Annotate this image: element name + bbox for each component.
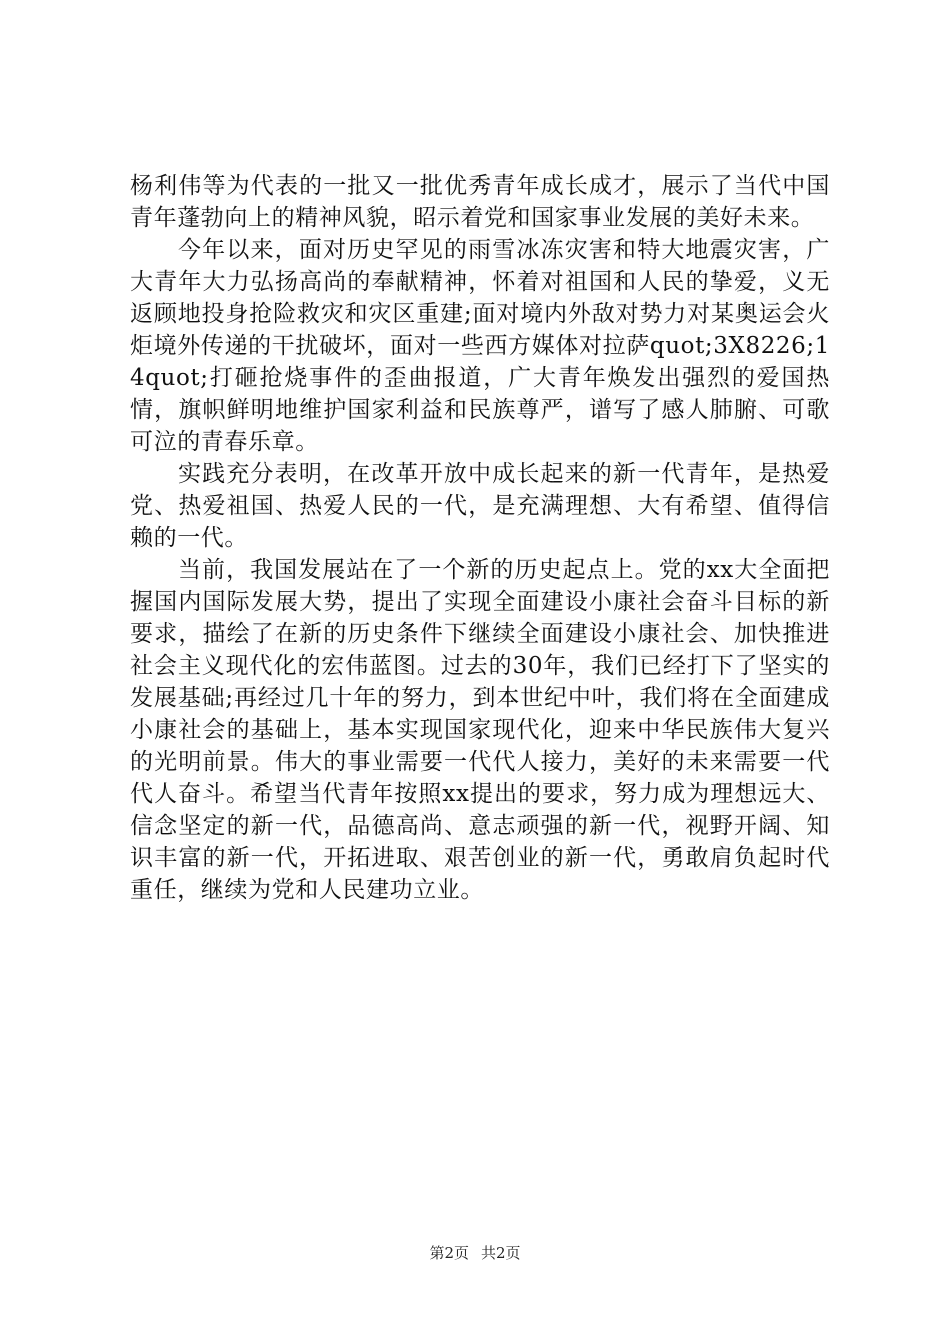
document-body — [130, 170, 830, 906]
paragraph-2: 今年以来，面对历史罕见的雨雪冰冻灾害和特大地震灾害，广大青年大力弘扬高尚的奉献精神，怀着对祖国和人民的挚爱，义无返顾地投身抢险救灾和灾区重建;面对境内外敌对势力对某奥运会火炬境外传递的干扰破坏，面对一些西方媒体对拉萨quot;3X8226;14quot;打砸抢烧事件的歪曲报道，广大青年焕发出强烈的爱国热情，旗帜鲜明地维护国家利益和民族尊严，谱写了感人肺腑、可歌可泣的青春乐章。 — [130, 237, 830, 455]
paragraph-3: 实践充分表明，在改革开放中成长起来的新一代青年，是热爱党、热爱祖国、热爱人民的一代，是充满理想、大有希望、值得信赖的一代。 — [130, 461, 830, 551]
page-footer — [0, 1243, 950, 1263]
paragraph-1: 杨利伟等为代表的一批又一批优秀青年成长成才，展示了当代中国青年蓬勃向上的精神风貌，昭示着党和国家事业发展的美好未来。 — [130, 173, 830, 231]
page-number-current: 第2页 — [429, 1244, 469, 1262]
page-number-total: 共2页 — [481, 1244, 521, 1262]
paragraph-4: 当前，我国发展站在了一个新的历史起点上。党的xx大全面把握国内国际发展大势，提出了实现全面建设小康社会奋斗目标的新要求，描绘了在新的历史条件下继续全面建设小康社会、加快推进社会主义现代化的宏伟蓝图。过去的30年，我们已经打下了坚实的发展基础;再经过几十年的努力，到本世纪中叶，我们将在全面建成小康社会的基础上，基本实现国家现代化，迎来中华民族伟大复兴的光明前景。伟大的事业需要一代代人接力，美好的未来需要一代代人奋斗。希望当代青年按照xx提出的要求，努力成为理想远大、信念坚定的新一代，品德高尚、意志顽强的新一代，视野开阔、知识丰富的新一代，开拓进取、艰苦创业的新一代，勇敢肩负起时代重任，继续为党和人民建功立业。 — [130, 557, 830, 903]
